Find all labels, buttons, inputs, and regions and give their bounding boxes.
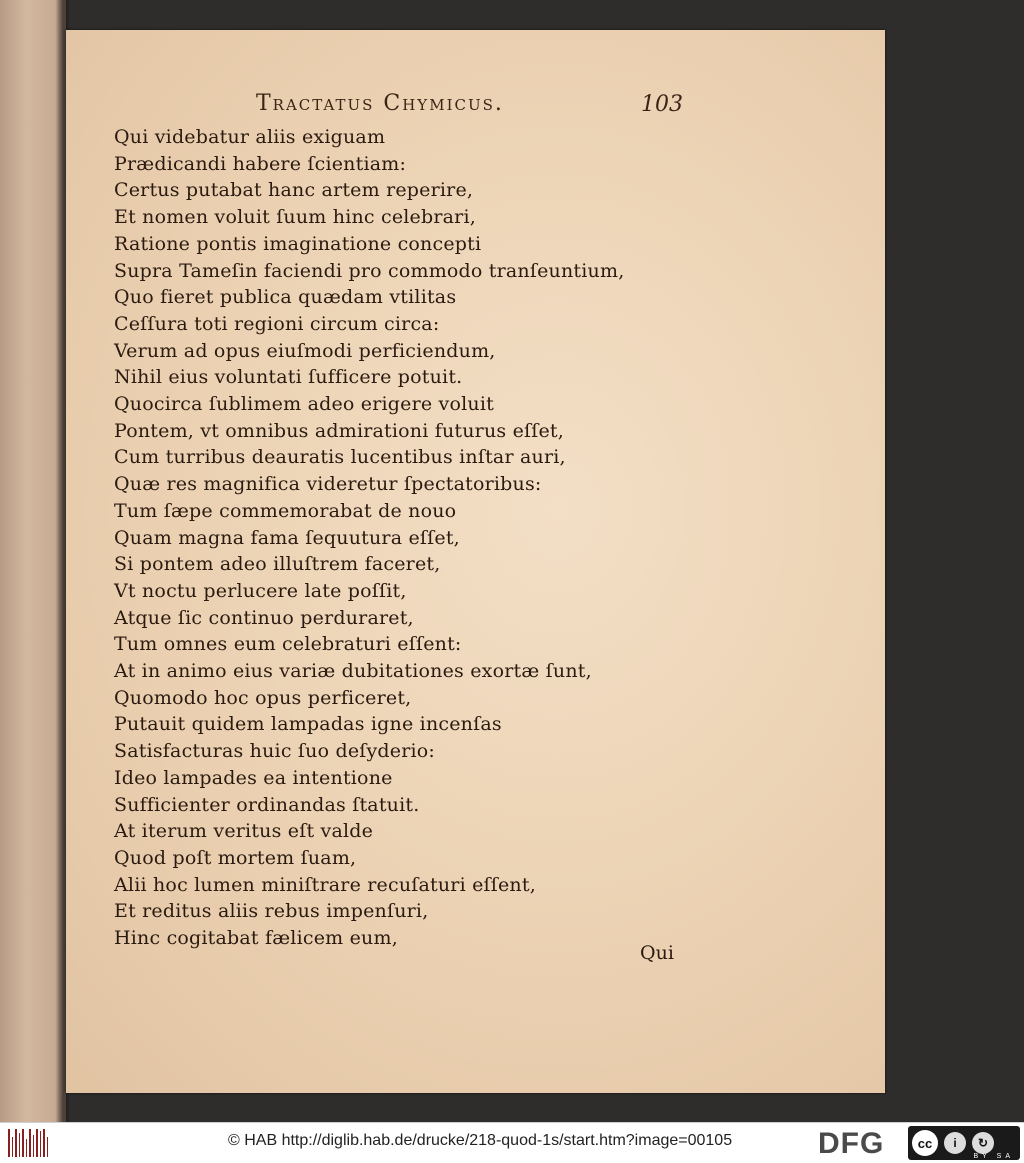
cc-icon: cc bbox=[912, 1130, 938, 1156]
text-line: Quam magna fama ſequutura eſſet, bbox=[114, 526, 460, 549]
text-line: At iterum veritus eſt valde bbox=[114, 820, 374, 843]
book-page bbox=[66, 30, 885, 1093]
text-line: Satisfacturas huic ſuo deſyderio: bbox=[114, 740, 436, 763]
text-line: Prædicandi habere ſcientiam: bbox=[114, 152, 407, 175]
text-line: Ideo lampades ea intentione bbox=[114, 766, 393, 789]
text-line: Quocirca ſublimem adeo erigere voluit bbox=[114, 393, 494, 416]
footer-bar bbox=[0, 1122, 1024, 1163]
dfg-logo: DFG bbox=[818, 1127, 885, 1160]
text-line: Cum turribus deauratis lucentibus inſtar auri, bbox=[114, 446, 566, 469]
previous-page-text-bleed bbox=[0, 60, 14, 1060]
text-line: Quod poſt mortem ſuam, bbox=[114, 846, 357, 869]
text-line: Certus putabat hanc artem reperire, bbox=[114, 179, 474, 202]
text-line: Si pontem adeo illuſtrem faceret, bbox=[114, 553, 441, 576]
text-line: Putauit quidem lampadas igne incenſas bbox=[114, 713, 502, 736]
attribution-icon: i bbox=[944, 1132, 966, 1154]
text-line: Quo fieret publica quædam vtilitas bbox=[114, 286, 457, 309]
running-title: Tractatus Chymicus. bbox=[256, 91, 504, 116]
text-line: At in animo eius variæ dubitationes exortæ ſunt, bbox=[114, 660, 592, 683]
text-line: Pontem, vt omnibus admirationi futurus eſſet, bbox=[114, 419, 565, 442]
copyright-link[interactable]: © HAB http://diglib.hab.de/drucke/218-quod-1s/start.htm?image=00105 bbox=[228, 1132, 733, 1149]
text-line: Et reditus aliis rebus impenſuri, bbox=[114, 900, 429, 923]
text-line: Tum omnes eum celebraturi eſſent: bbox=[114, 633, 462, 656]
text-line: Tum ſæpe commemorabat de nouo bbox=[114, 499, 457, 522]
text-line: Vt noctu perlucere late poſſit, bbox=[114, 579, 407, 602]
text-line: Atque ſic continuo perduraret, bbox=[114, 606, 414, 629]
share-alike-icon: ↻ bbox=[972, 1132, 994, 1154]
text-line: Sufficienter ordinandas ſtatuit. bbox=[114, 793, 420, 816]
text-line: Alii hoc lumen miniſtrare recuſaturi eſſent, bbox=[114, 873, 536, 896]
cc-license-badge[interactable] bbox=[908, 1126, 1020, 1160]
text-line: Quomodo hoc opus perficeret, bbox=[114, 686, 412, 709]
text-line: Quæ res magnifica videretur ſpectatoribus: bbox=[114, 473, 542, 496]
text-line: Supra Tameſin faciendi pro commodo tranſeuntium, bbox=[114, 259, 625, 282]
page-number: 103 bbox=[641, 92, 683, 117]
hab-logo-icon bbox=[8, 1129, 48, 1157]
license-label: BY SA bbox=[973, 1153, 1014, 1160]
text-line: Hinc cogitabat fælicem eum, bbox=[114, 927, 398, 950]
text-line: Qui videbatur aliis exiguam bbox=[114, 126, 386, 148]
verse-text bbox=[114, 124, 624, 952]
catchword: Qui bbox=[640, 942, 674, 964]
text-line: Ceſſura toti regioni circum circa: bbox=[114, 312, 440, 335]
text-line: Nihil eius voluntati ſufficere potuit. bbox=[114, 366, 463, 389]
text-line: Ratione pontis imaginatione concepti bbox=[114, 232, 482, 255]
text-line: Verum ad opus eiuſmodi perficiendum, bbox=[114, 339, 496, 362]
text-line: Et nomen voluit ſuum hinc celebrari, bbox=[114, 206, 476, 229]
